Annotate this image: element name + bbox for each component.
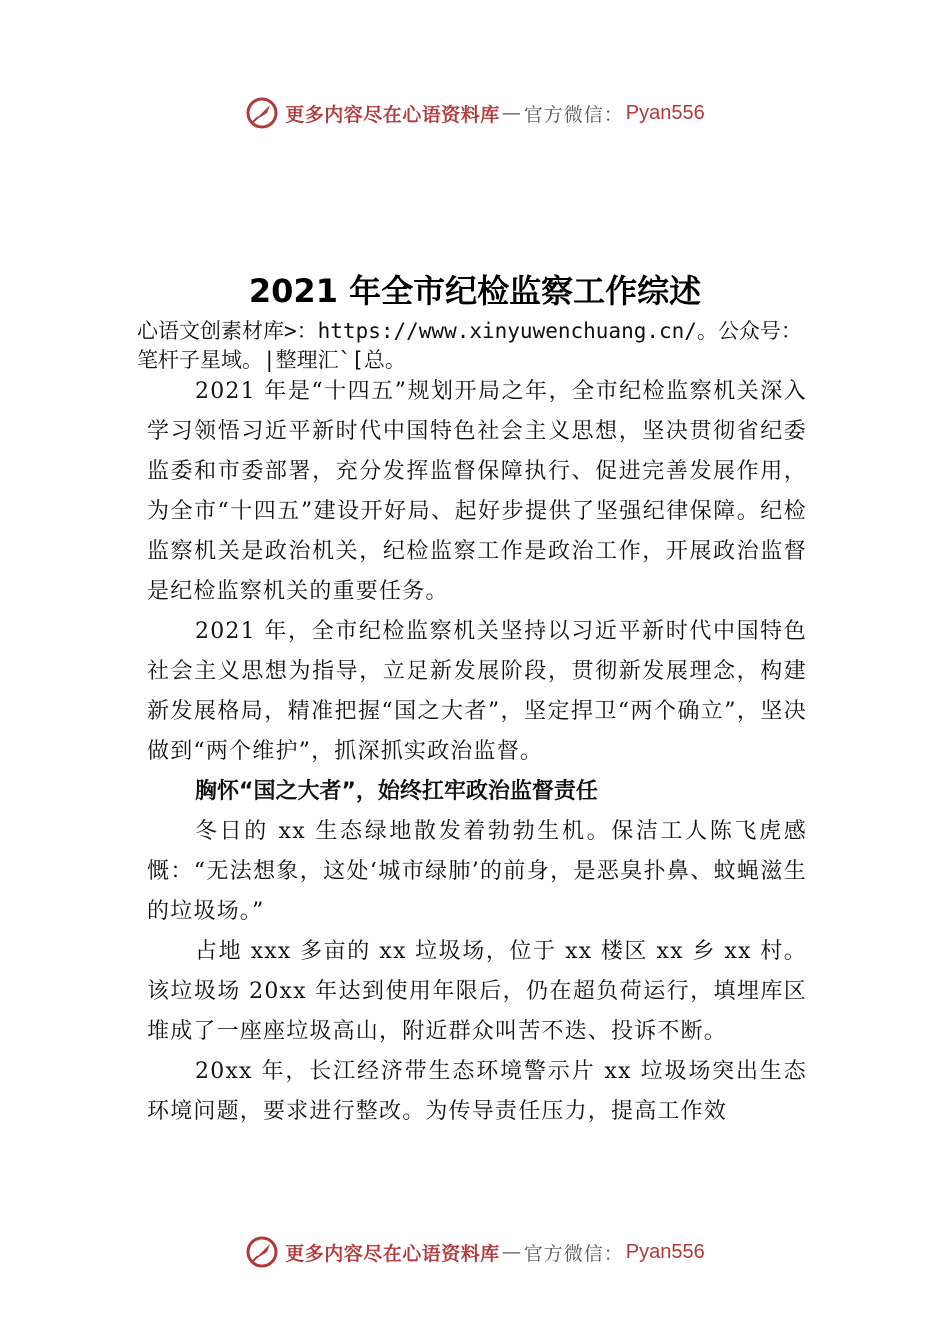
watermark-brand: 更多内容尽在心语资料库 xyxy=(285,103,500,126)
body-paragraph: 2021 年，全市纪检监察机关坚持以习近平新时代中国特色社会主义思想为指导，立足新发展阶段，贯彻新发展理念，构建新发展格局，精准把握“国之大者”，坚定捍卫“两个确立”，坚决做到“两个维护”，抓深抓实政治监督。 xyxy=(147,619,807,764)
watermark-separator: — xyxy=(501,1241,522,1263)
watermark-brand: 更多内容尽在心语资料库 xyxy=(285,1242,500,1265)
document-body xyxy=(147,372,807,1132)
body-paragraph: 占地 xxx 多亩的 xx 垃圾场，位于 xx 楼区 xx 乡 xx 村。该垃圾场 20xx 年达到使用年限后，仍在超负荷运行，填埋库区堆成了一座座垃圾高山，附近群众叫苦不迭、投诉不断。 xyxy=(147,939,807,1044)
section-heading: 胸怀“国之大者”，始终扛牢政治监督责任 xyxy=(195,779,598,804)
quill-logo-icon xyxy=(245,96,279,130)
watermark-wechat-id: Pyan556 xyxy=(625,101,705,124)
watermark-separator: — xyxy=(501,102,522,124)
watermark-wechat-label: 官方微信： xyxy=(523,103,624,126)
body-paragraph: 冬日的 xx 生态绿地散发着勃勃生机。保洁工人陈飞虎感慨：“无法想象，这处‘城市绿肺’的前身，是恶臭扑鼻、蚊蝇滋生的垃圾场。” xyxy=(147,819,807,924)
watermark-banner-top xyxy=(0,93,950,133)
body-paragraph: 2021 年是“十四五”规划开局之年，全市纪检监察机关深入学习领悟习近平新时代中国特色社会主义思想，坚决贯彻省纪委监委和市委部署，充分发挥监督保障执行、促进完善发展作用，为全市“十四五”建设开好局、起好步提供了坚强纪律保障。纪检监察机关是政治机关，纪检监察工作是政治工作，开展政治监督是纪检监察机关的重要任务。 xyxy=(147,379,807,604)
watermark-banner-bottom xyxy=(0,1232,950,1272)
source-line: 心语文创素材库>：https://www.xinyuwenchuang.cn/。公众号： xyxy=(137,319,802,343)
source-note xyxy=(137,317,917,375)
source-line: 笔杆子星域。|整理汇`[总。 xyxy=(137,348,406,372)
watermark-wechat-id: Pyan556 xyxy=(625,1240,705,1263)
document-title: 2021 年全市纪检监察工作综述 xyxy=(248,272,702,310)
body-paragraph: 20xx 年，长江经济带生态环境警示片 xx 垃圾场突出生态环境问题，要求进行整改。为传导责任压力，提高工作效 xyxy=(147,1059,807,1124)
quill-logo-icon xyxy=(245,1235,279,1269)
watermark-wechat-label: 官方微信： xyxy=(523,1242,624,1265)
